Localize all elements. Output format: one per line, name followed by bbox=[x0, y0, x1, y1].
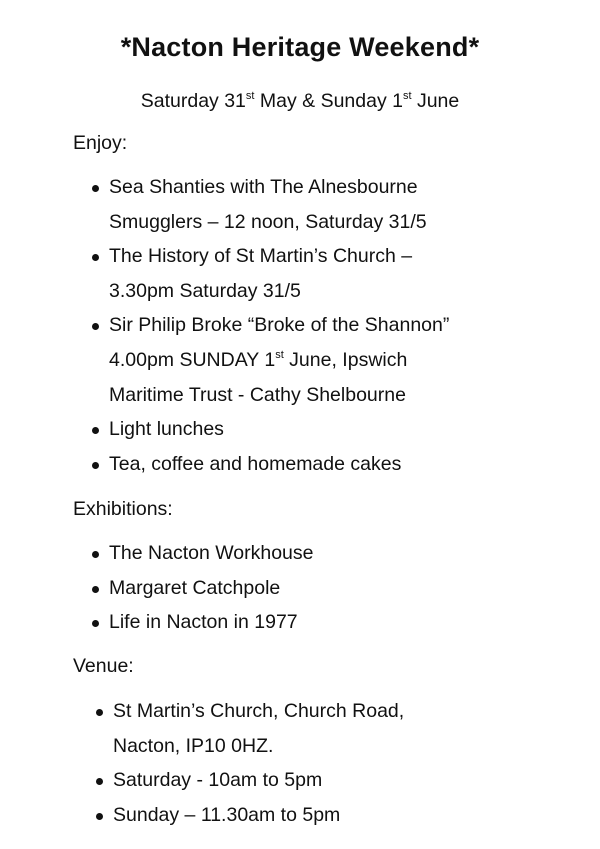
enjoy-heading: Enjoy: bbox=[73, 132, 128, 154]
list-item bbox=[0, 536, 600, 571]
list-item bbox=[0, 170, 600, 239]
item-text: 4.00pm SUNDAY 1 bbox=[109, 348, 276, 371]
bullet-icon bbox=[92, 551, 99, 558]
poster-title: *Nacton Heritage Weekend* bbox=[120, 32, 480, 62]
item-text: June, Ipswich bbox=[283, 348, 408, 371]
bullet-icon bbox=[92, 185, 99, 192]
bullet-icon bbox=[92, 586, 99, 593]
bullet-icon bbox=[92, 323, 99, 330]
venue-address bbox=[0, 694, 600, 763]
venue-list bbox=[0, 694, 600, 832]
venue-hours-sunday bbox=[0, 798, 600, 833]
venue-heading: Venue: bbox=[73, 655, 134, 677]
item-line: Life in Nacton in 1977 bbox=[109, 611, 298, 634]
item-line: 3.30pm Saturday 31/5 bbox=[109, 279, 301, 302]
list-item bbox=[0, 308, 600, 412]
exhibitions-list bbox=[0, 536, 600, 640]
date-part: June bbox=[411, 90, 460, 112]
enjoy-list bbox=[0, 170, 600, 481]
ordinal-suffix: st bbox=[275, 348, 284, 361]
bullet-icon bbox=[92, 254, 99, 261]
ordinal-suffix: st bbox=[245, 90, 255, 102]
item-line: Sir Philip Broke “Broke of the Shannon” bbox=[109, 314, 450, 337]
list-item bbox=[0, 239, 600, 308]
item-line: Tea, coffee and homemade cakes bbox=[109, 452, 402, 475]
venue-hours-saturday bbox=[0, 763, 600, 798]
address-line: St Martin’s Church, Church Road, bbox=[113, 700, 405, 722]
hours-line: Sunday – 11.30am to 5pm bbox=[113, 803, 341, 826]
bullet-icon bbox=[92, 427, 99, 434]
ordinal-suffix: st bbox=[402, 90, 412, 102]
item-line bbox=[109, 343, 600, 378]
item-line: Sea Shanties with The Alnesbourne bbox=[109, 176, 418, 198]
bullet-icon bbox=[96, 813, 103, 820]
date-part: May & Sunday 1 bbox=[254, 90, 403, 112]
bullet-icon bbox=[92, 620, 99, 627]
bullet-icon bbox=[92, 462, 99, 469]
exhibitions-heading: Exhibitions: bbox=[73, 498, 173, 520]
item-line: The Nacton Workhouse bbox=[109, 542, 314, 564]
item-line: Margaret Catchpole bbox=[109, 576, 281, 599]
item-line: Smugglers – 12 noon, Saturday 31/5 bbox=[109, 210, 427, 233]
address-line: Nacton, IP10 0HZ. bbox=[113, 734, 274, 757]
item-line: Light lunches bbox=[109, 418, 224, 441]
list-item bbox=[0, 412, 600, 447]
list-item bbox=[0, 447, 600, 482]
date-part: Saturday 31 bbox=[140, 90, 246, 112]
list-item bbox=[0, 605, 600, 640]
item-line: Maritime Trust - Cathy Shelbourne bbox=[109, 383, 406, 406]
item-line: The History of St Martin’s Church – bbox=[109, 245, 413, 268]
bullet-icon bbox=[96, 709, 103, 716]
date-line bbox=[0, 88, 600, 114]
list-item bbox=[0, 571, 600, 606]
bullet-icon bbox=[96, 778, 103, 785]
hours-line: Saturday - 10am to 5pm bbox=[113, 769, 323, 792]
